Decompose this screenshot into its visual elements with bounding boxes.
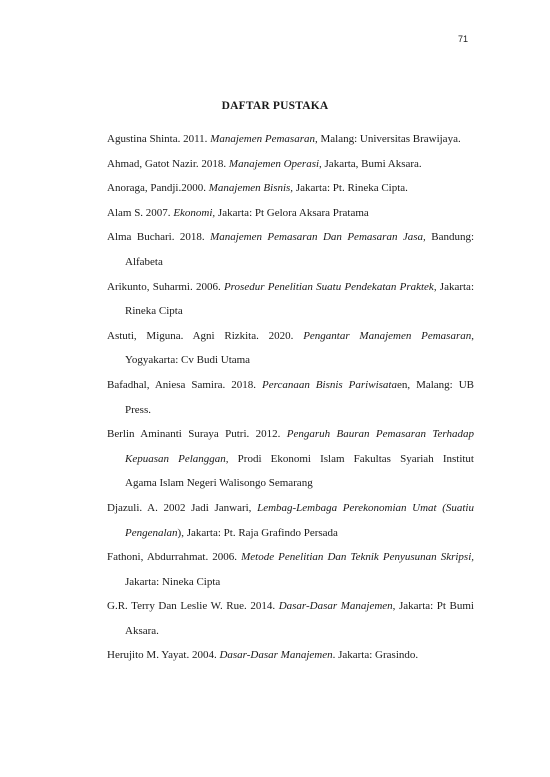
reference-line xyxy=(107,348,474,373)
reference-line xyxy=(107,447,474,472)
reference-text: Yogyakarta: Cv Budi Utama xyxy=(125,354,251,367)
reference-text: Anoraga, Pandji.2000. xyxy=(107,182,209,195)
reference-line xyxy=(107,619,474,644)
reference-text: Bafadhal, Aniesa Samira. 2018. xyxy=(107,378,262,391)
reference-entry xyxy=(107,643,474,668)
reference-text: Astuti, Miguna. Agni Rizkita. 2020. xyxy=(107,329,304,342)
reference-text: , Jakarta: Pt Bumi xyxy=(392,600,474,613)
reference-text: Alma Buchari. 2018. xyxy=(107,231,211,244)
reference-title-text: Percanaan Bisnis Pariwisata xyxy=(261,378,397,391)
page-number: 71 xyxy=(457,34,468,44)
reference-line xyxy=(107,521,474,546)
reference-line xyxy=(107,201,474,226)
reference-title-text: Pengantar Manajemen Pemasaran xyxy=(303,329,472,342)
reference-entry xyxy=(107,127,474,152)
reference-title-text: Manajemen Pemasaran Dan Pemasaran Jasa, xyxy=(210,231,426,244)
reference-text: Jakarta: Pt. Rineka Cipta. xyxy=(293,182,408,195)
reference-text: Jakarta: Nineka Cipta xyxy=(125,575,221,588)
reference-entry xyxy=(107,176,474,201)
reference-text: Rineka Cipta xyxy=(125,305,183,318)
reference-text: , xyxy=(471,329,474,342)
reference-entry xyxy=(107,152,474,177)
reference-entry xyxy=(107,324,474,373)
reference-title-text: Pengenalan xyxy=(125,526,178,539)
reference-title-text: Pengaruh Bauran Pemasaran Terhadap xyxy=(286,428,474,441)
reference-entry xyxy=(107,225,474,274)
page-title: DAFTAR PUSTAKA xyxy=(221,100,329,112)
reference-line xyxy=(107,594,474,619)
reference-title-text: Lembag-Lembaga Perekonomian Umat (Suatiu xyxy=(257,501,474,514)
reference-text: Fathoni, Abdurrahmat. 2006. xyxy=(107,551,242,564)
reference-text: Agustina Shinta. 2011. xyxy=(107,133,211,145)
reference-text: Press. xyxy=(125,403,151,416)
reference-text: Alam S. 2007. xyxy=(107,206,174,219)
reference-line xyxy=(107,422,474,447)
reference-text: , Jakarta: xyxy=(433,280,474,293)
reference-text: Aksara. xyxy=(125,624,159,637)
reference-title-text: Prosedur Penelitian Suatu Pendekatan Praktek xyxy=(223,280,434,293)
reference-text: Djazuli. A. 2002 Jadi Janwari, xyxy=(107,501,258,514)
reference-title-text: Kepuasan Pelanggan, xyxy=(125,452,229,465)
reference-entry xyxy=(107,496,474,545)
reference-title-text: Manajemen Bisnis, xyxy=(208,182,294,195)
reference-line xyxy=(107,324,474,349)
reference-line xyxy=(107,643,474,668)
reference-entry xyxy=(107,201,474,226)
reference-text: Arikunto, Suharmi. 2006. xyxy=(107,280,224,293)
reference-line xyxy=(107,471,474,496)
reference-title-text: Manajemen Pemasaran xyxy=(210,133,315,145)
reference-text: Berlin Aminanti Suraya Putri. 2012. xyxy=(107,428,287,441)
reference-line xyxy=(107,398,474,423)
reference-line xyxy=(107,152,474,177)
reference-title-text: Manajemen Operasi xyxy=(228,157,320,170)
reference-title-text: Metode Penelitian Dan Teknik Penyusunan Skripsi, xyxy=(241,551,474,564)
reference-line xyxy=(107,545,474,570)
reference-line xyxy=(107,225,474,250)
reference-line xyxy=(107,250,474,275)
reference-title-text: Dasar-Dasar Manajemen xyxy=(219,649,333,662)
reference-text: , Jakarta, Bumi Aksara. xyxy=(319,157,422,170)
reference-line xyxy=(107,127,474,152)
reference-entry xyxy=(107,373,474,422)
reference-text: Prodi Ekonomi Islam Fakultas Syariah Institut xyxy=(228,452,474,465)
reference-entry xyxy=(107,275,474,324)
reference-text: . Jakarta: Grasindo. xyxy=(332,649,419,662)
reference-title-text: Dasar-Dasar Manajemen xyxy=(278,600,393,613)
reference-line xyxy=(107,275,474,300)
reference-text: G.R. Terry Dan Leslie W. Rue. 2014. xyxy=(107,600,279,613)
reference-title-text: Ekonomi, xyxy=(173,206,216,219)
reference-text: Ahmad, Gatot Nazir. 2018. xyxy=(107,157,229,170)
reference-text: Herujito M. Yayat. 2004. xyxy=(107,649,220,662)
reference-line xyxy=(107,496,474,521)
reference-line xyxy=(107,570,474,595)
reference-text: en, Malang: UB xyxy=(396,378,474,391)
reference-list xyxy=(107,127,474,668)
reference-text: , Malang: Universitas Brawijaya. xyxy=(314,133,461,145)
reference-entry xyxy=(107,545,474,594)
reference-text: Jakarta: Pt Gelora Aksara Pratama xyxy=(215,206,369,219)
reference-entry xyxy=(107,594,474,643)
reference-line xyxy=(107,176,474,201)
reference-text: Alfabeta xyxy=(125,255,163,268)
reference-text: Agama Islam Negeri Walisongo Semarang xyxy=(125,477,313,490)
reference-entry xyxy=(107,422,474,496)
reference-line xyxy=(107,373,474,398)
reference-line xyxy=(107,299,474,324)
reference-text: ), Jakarta: Pt. Raja Grafindo Persada xyxy=(177,526,338,539)
reference-text: Bandung: xyxy=(425,231,475,244)
